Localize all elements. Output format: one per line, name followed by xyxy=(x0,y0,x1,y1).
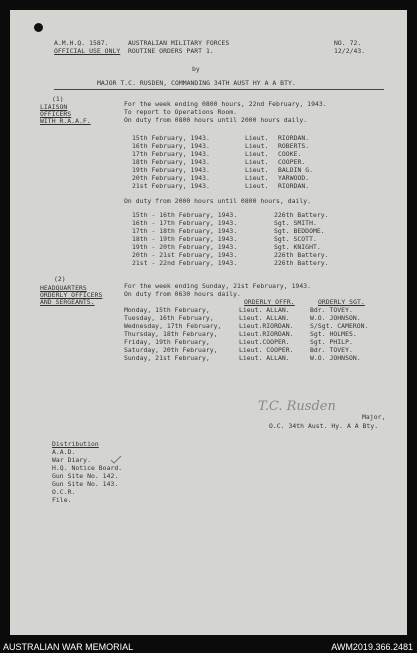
roster-day: Tuesday, 16th February, xyxy=(124,314,214,322)
roster-sergeant: W.O. JOHNSON. xyxy=(310,314,361,322)
liaison-date: 17th February, 1943. xyxy=(132,150,210,158)
liaison-rank: Lieut. xyxy=(245,150,269,158)
liaison-name: BALDIN G. xyxy=(278,166,314,174)
check-mark-icon xyxy=(110,455,122,465)
section2-intro-2: On duty from 0630 hours daily. xyxy=(124,290,241,298)
roster-officer: Lieut. ALLAN. xyxy=(239,314,290,322)
night-duty-heading: On duty from 2000 hours until 0800 hours, daily. xyxy=(124,197,312,205)
section1-number: (1) xyxy=(52,95,64,103)
liaison-date: 15th February, 1943. xyxy=(132,134,210,142)
liaison-name: YARWOOD. xyxy=(278,174,310,182)
night-assignee: Sgt. SCOTT. xyxy=(274,235,317,243)
roster-day: Thursday, 18th February, xyxy=(124,330,218,338)
roster-sergeant: W.O. JOHNSON. xyxy=(310,354,361,362)
header-commander: MAJOR T.C. RUSDEN, COMMANDING 34TH AUST HY A A BTY. xyxy=(97,79,296,87)
distribution-item: O.C.R. xyxy=(52,488,76,496)
roster-sergeant: S/Sgt. CAMERON. xyxy=(310,322,369,330)
section2-title-2: ORDERLY OFFICERS xyxy=(40,291,103,299)
roster-officer: Lieut.COOPER. xyxy=(239,338,290,346)
roster-officer: Lieut. ALLAN. xyxy=(239,354,290,362)
distribution-item: Gun Site No. 143. xyxy=(52,480,119,488)
liaison-name: COOPER. xyxy=(278,158,306,166)
signature-unit: O.C. 34th Aust. Hy. A A Bty. xyxy=(269,422,379,430)
handwritten-signature: T.C. Rusden xyxy=(258,399,336,414)
liaison-date: 18th February, 1943. xyxy=(132,158,210,166)
distribution-item: Gun Site No. 142. xyxy=(52,472,119,480)
night-assignee: 226th Battery. xyxy=(274,251,329,259)
section1-title-3: WITH R.A.A.F. xyxy=(40,117,91,125)
roster-day: Wednesday, 17th February, xyxy=(124,322,222,330)
footer-accession-number: AWM2019.366.2481 xyxy=(331,642,413,652)
column-header-officer: ORDERLY OFFR. xyxy=(244,298,295,306)
roster-sergeant: Sgt. HOLMES. xyxy=(310,330,357,338)
roster-day: Sunday, 21st February, xyxy=(124,354,210,362)
liaison-date: 16th February, 1943. xyxy=(132,142,210,150)
section1-intro-2: To report to Operations Room. xyxy=(124,108,238,116)
night-assignee: Sgt. KNIGHT. xyxy=(274,243,321,251)
liaison-name: RIORDAN. xyxy=(278,134,310,142)
distribution-item: File. xyxy=(52,496,72,504)
header-by: by xyxy=(192,65,200,73)
liaison-rank: Lieut. xyxy=(245,134,269,142)
roster-sergeant: Sgt. PHILP. xyxy=(310,338,353,346)
night-dates: 18th - 19th February, 1943. xyxy=(132,235,238,243)
roster-day: Saturday, 20th February, xyxy=(124,346,218,354)
liaison-rank: Lieut. xyxy=(245,182,269,190)
roster-day: Friday, 19th February, xyxy=(124,338,210,346)
liaison-name: COOKE. xyxy=(278,150,302,158)
section2-title-1: HEADQUARTERS xyxy=(40,284,87,292)
document-page xyxy=(10,10,407,635)
liaison-date: 20th February, 1943. xyxy=(132,174,210,182)
night-assignee: 226th Battery. xyxy=(274,259,329,267)
night-assignee: 226th Battery. xyxy=(274,211,329,219)
roster-sergeant: Bdr. TOVEY. xyxy=(310,346,353,354)
header-no: NO. 72. xyxy=(334,39,362,47)
night-assignee: Sgt. BEDDOME. xyxy=(274,227,325,235)
roster-sergeant: Bdr. TOVEY. xyxy=(310,306,353,314)
distribution-item: H.Q. Notice Board. xyxy=(52,464,123,472)
roster-officer: Lieut. COOPER. xyxy=(239,346,294,354)
liaison-rank: Lieut. xyxy=(245,158,269,166)
liaison-date: 19th February, 1943. xyxy=(132,166,210,174)
footer-institution: AUSTRALIAN WAR MEMORIAL xyxy=(3,642,134,652)
night-dates: 19th - 20th February, 1943. xyxy=(132,243,238,251)
night-dates: 21st - 22nd February, 1943. xyxy=(132,259,238,267)
liaison-date: 21st February, 1943. xyxy=(132,182,210,190)
header-rule xyxy=(54,89,384,90)
night-dates: 17th - 18th February, 1943. xyxy=(132,227,238,235)
liaison-name: RIORDAN. xyxy=(278,182,310,190)
roster-officer: Lieut.RIORDAN. xyxy=(239,322,294,330)
night-dates: 20th - 21st February, 1943. xyxy=(132,251,238,259)
distribution-heading: Distribution xyxy=(52,440,99,448)
roster-officer: Lieut.RIORDAN. xyxy=(239,330,294,338)
punch-hole xyxy=(34,23,43,32)
roster-officer: Lieut. ALLAN. xyxy=(239,306,290,314)
section1-title-2: OFFICERS xyxy=(40,110,72,118)
header-orders: ROUTINE ORDERS PART 1. xyxy=(128,47,214,55)
liaison-name: ROBERTS. xyxy=(278,142,310,150)
header-ref: A.M.H.Q. 1587. xyxy=(54,39,109,47)
section1-title-1: LIAISON xyxy=(40,103,68,111)
liaison-rank: Lieut. xyxy=(245,166,269,174)
liaison-rank: Lieut. xyxy=(245,174,269,182)
liaison-rank: Lieut. xyxy=(245,142,269,150)
night-dates: 15th - 16th February, 1943. xyxy=(132,211,238,219)
section2-number: (2) xyxy=(54,275,66,283)
section1-intro-3: On duty from 0800 hours until 2000 hours daily. xyxy=(124,116,308,124)
header-forces: AUSTRALIAN MILITARY FORCES xyxy=(128,39,230,47)
distribution-item: A.A.D. xyxy=(52,448,76,456)
section2-title-3: AND SERGEANTS. xyxy=(40,298,95,306)
distribution-item: War Diary. xyxy=(52,456,91,464)
section2-intro-1: For the week ending Sunday, 21st February, 1943. xyxy=(124,282,312,290)
night-dates: 16th - 17th February, 1943. xyxy=(132,219,238,227)
roster-day: Monday, 15th February, xyxy=(124,306,210,314)
night-assignee: Sgt. SMITH. xyxy=(274,219,317,227)
column-header-sergeant: ORDERLY SGT. xyxy=(318,298,365,306)
header-date: 12/2/43. xyxy=(334,47,366,55)
section1-intro-1: For the week ending 0800 hours, 22nd February, 1943. xyxy=(124,100,327,108)
signature-rank: Major, xyxy=(362,413,386,421)
header-official: OFFICIAL USE ONLY xyxy=(54,47,121,55)
